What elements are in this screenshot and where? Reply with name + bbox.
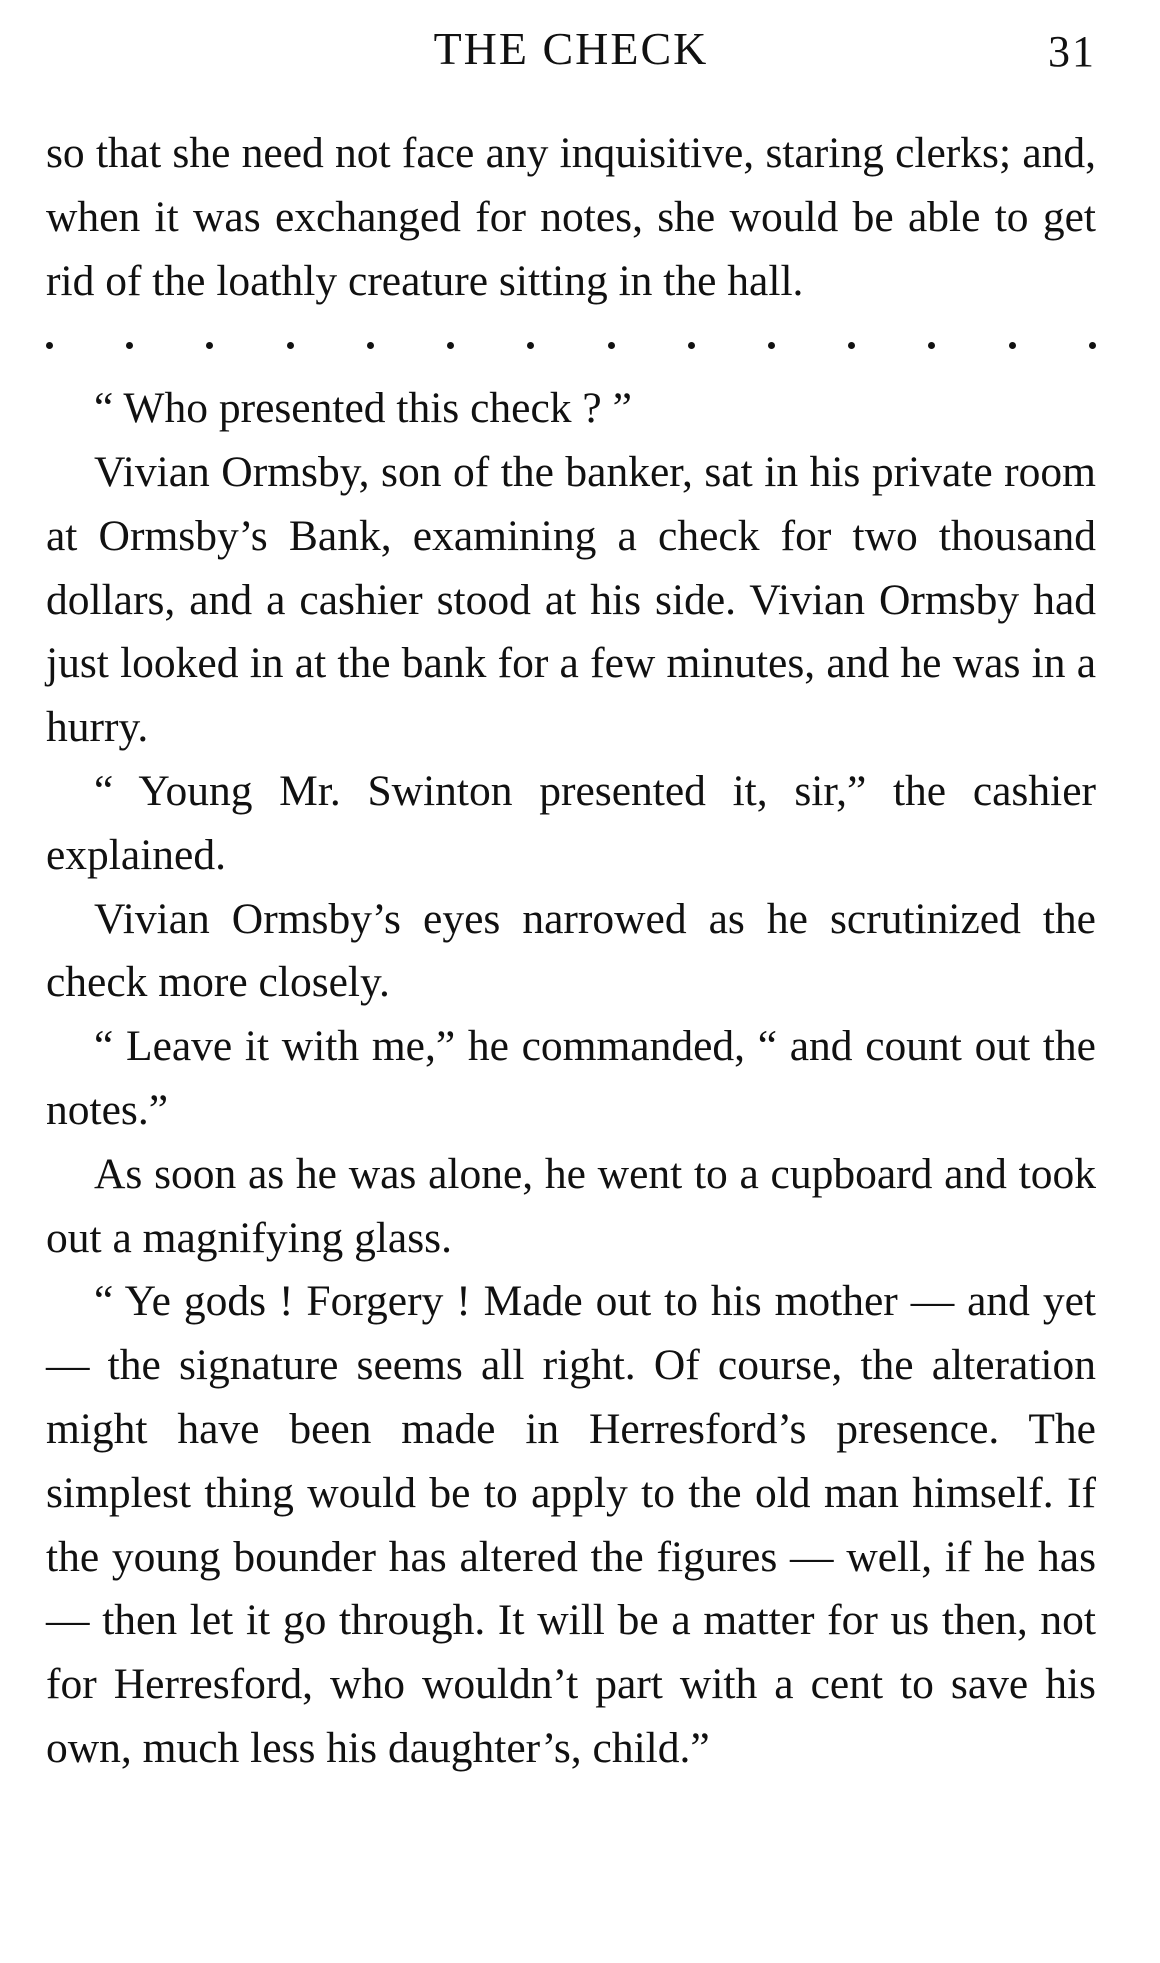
section-break-dot: [688, 342, 695, 349]
section-break-dot: [527, 342, 534, 349]
section-break-dot: [928, 342, 935, 349]
page-number: 31: [1048, 27, 1096, 76]
section-break-dot: [608, 342, 615, 349]
section-break: [46, 313, 1096, 377]
paragraph: “ Young Mr. Swinton presented it, sir,” the cashier explained.: [46, 766, 1096, 879]
section-break-dot: [367, 342, 374, 349]
running-title: THE CHECK: [433, 23, 709, 74]
paragraph: “ Who presented this check ? ”: [94, 384, 632, 433]
paragraph: Vivian Ormsby, son of the banker, sat in his private room at Ormsby’s Bank, examining a check for two thousand dollars, and a cashier stood at his side. Vivian Ormsby had just looked in at the bank for a few minutes, and he was in a hurry.: [46, 447, 1096, 752]
section-break-dot: [447, 342, 454, 349]
section-break-dot: [206, 342, 213, 349]
paragraph-continued: so that she need not face any inquisitive, staring clerks; and, when it was exchanged for notes, she would be able to get rid of the loathly creature sitting in the hall.: [46, 129, 1096, 305]
section-break-dot: [287, 342, 294, 349]
section-break-dot: [768, 342, 775, 349]
section-break-dot: [1009, 342, 1016, 349]
paragraph: “ Ye gods ! Forgery ! Made out to his mother — and yet — the signature seems all right. Of course, the alteration might have been made in Herresford’s presence. The simplest thing would be to apply to the old man himself. If the young bounder has altered the figures — well, if he has — then let it go through. It will be a matter for us then, not for Herresford, who wouldn’t part with a cent to save his own, much less his daughter’s, child.”: [46, 1277, 1096, 1772]
section-break-dot: [848, 342, 855, 349]
running-head: [46, 22, 1096, 84]
paragraph: “ Leave it with me,” he commanded, “ and count out the notes.”: [46, 1022, 1096, 1134]
body-text: [46, 122, 1096, 1781]
section-break-dot: [1089, 342, 1096, 349]
paragraph: Vivian Ormsby’s eyes narrowed as he scrutinized the check more closely.: [46, 894, 1096, 1007]
section-break-dot: [46, 342, 53, 349]
section-break-dot: [126, 342, 133, 349]
paragraph: As soon as he was alone, he went to a cupboard and took out a magnifying glass.: [46, 1149, 1096, 1262]
